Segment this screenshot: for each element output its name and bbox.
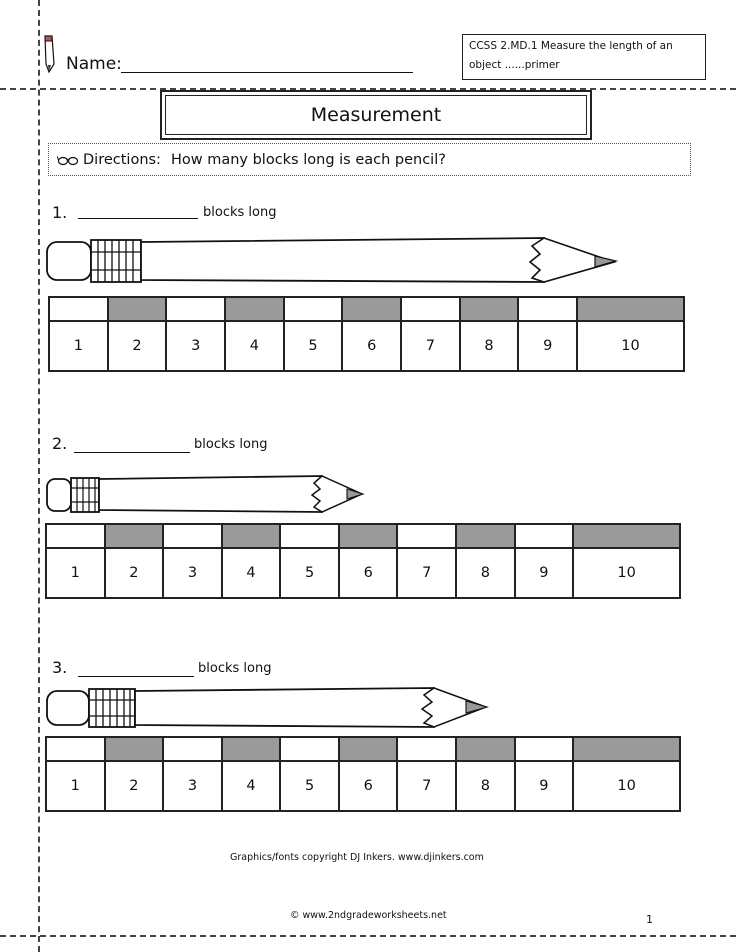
question-suffix: blocks long — [194, 437, 268, 452]
block-top — [46, 737, 105, 761]
block-number: 1 — [46, 548, 105, 598]
block-top-shaded — [108, 297, 167, 321]
block-number: 1 — [49, 321, 108, 371]
block-top-shaded — [339, 737, 398, 761]
block-top-shaded — [342, 297, 401, 321]
name-field-line[interactable] — [121, 72, 413, 73]
site-footer: © www.2ndgradeworksheets.net — [290, 910, 447, 921]
block-number: 9 — [515, 548, 574, 598]
block-number: 1 — [46, 761, 105, 811]
block-top — [280, 737, 339, 761]
question-number: 1. — [52, 203, 68, 222]
block-number: 4 — [222, 548, 281, 598]
block-number: 2 — [105, 761, 164, 811]
block-number: 6 — [342, 321, 401, 371]
block-number: 7 — [397, 761, 456, 811]
block-top — [397, 524, 456, 548]
block-top — [163, 524, 222, 548]
question-number: 2. — [52, 434, 68, 453]
pencil-1-image — [44, 236, 620, 286]
block-top-shaded — [577, 297, 684, 321]
block-number: 6 — [339, 548, 398, 598]
block-number: 7 — [401, 321, 460, 371]
block-number: 8 — [460, 321, 519, 371]
name-label: Name: — [66, 54, 122, 74]
block-number: 2 — [108, 321, 167, 371]
block-number: 4 — [222, 761, 281, 811]
block-top-shaded — [222, 524, 281, 548]
block-top — [518, 297, 577, 321]
bottom-dashed-line — [0, 935, 736, 937]
directions-label: Directions: — [83, 151, 161, 168]
block-top — [515, 524, 574, 548]
block-top — [397, 737, 456, 761]
block-top — [401, 297, 460, 321]
block-top — [163, 737, 222, 761]
standard-box — [462, 34, 706, 80]
standard-line-2: object ......primer — [469, 59, 560, 71]
page-number: 1 — [646, 913, 653, 926]
block-top-shaded — [222, 737, 281, 761]
block-top-shaded — [105, 524, 164, 548]
block-number: 10 — [573, 761, 680, 811]
question-suffix: blocks long — [198, 661, 272, 676]
block-top-shaded — [456, 524, 515, 548]
block-number: 5 — [280, 761, 339, 811]
pencil-3-image — [44, 686, 490, 730]
directions-text: How many blocks long is each pencil? — [170, 151, 446, 168]
answer-blank[interactable] — [78, 676, 194, 677]
block-top-shaded — [339, 524, 398, 548]
block-top — [46, 524, 105, 548]
block-number: 3 — [163, 548, 222, 598]
pencil-2-image — [44, 474, 366, 516]
pencil-icon — [40, 34, 60, 74]
block-number: 2 — [105, 548, 164, 598]
block-ruler — [45, 523, 681, 599]
block-number: 3 — [166, 321, 225, 371]
block-top-shaded — [573, 737, 680, 761]
block-top-shaded — [105, 737, 164, 761]
block-top — [49, 297, 108, 321]
block-top — [515, 737, 574, 761]
block-top-shaded — [225, 297, 284, 321]
copyright-credit: Graphics/fonts copyright DJ Inkers. www.djinkers.com — [230, 852, 484, 863]
block-number: 8 — [456, 761, 515, 811]
block-number: 4 — [225, 321, 284, 371]
block-top-shaded — [456, 737, 515, 761]
block-number: 10 — [573, 548, 680, 598]
block-ruler — [48, 296, 685, 372]
block-number: 6 — [339, 761, 398, 811]
question-suffix: blocks long — [203, 205, 277, 220]
block-number: 5 — [280, 548, 339, 598]
block-ruler — [45, 736, 681, 812]
block-number: 9 — [515, 761, 574, 811]
block-top — [280, 524, 339, 548]
question-number: 3. — [52, 658, 68, 677]
answer-blank[interactable] — [78, 218, 198, 219]
block-number: 3 — [163, 761, 222, 811]
glasses-icon — [57, 154, 79, 166]
block-number: 10 — [577, 321, 684, 371]
directions-box — [48, 143, 691, 176]
block-number: 8 — [456, 548, 515, 598]
block-top — [284, 297, 343, 321]
title-box — [160, 90, 592, 140]
block-number: 7 — [397, 548, 456, 598]
block-top-shaded — [460, 297, 519, 321]
block-number: 9 — [518, 321, 577, 371]
margin-dashed-line — [38, 0, 40, 952]
block-top-shaded — [573, 524, 680, 548]
block-top — [166, 297, 225, 321]
answer-blank[interactable] — [74, 452, 190, 453]
page-title: Measurement — [165, 95, 587, 135]
block-number: 5 — [284, 321, 343, 371]
standard-line-1: CCSS 2.MD.1 Measure the length of an — [469, 40, 673, 52]
